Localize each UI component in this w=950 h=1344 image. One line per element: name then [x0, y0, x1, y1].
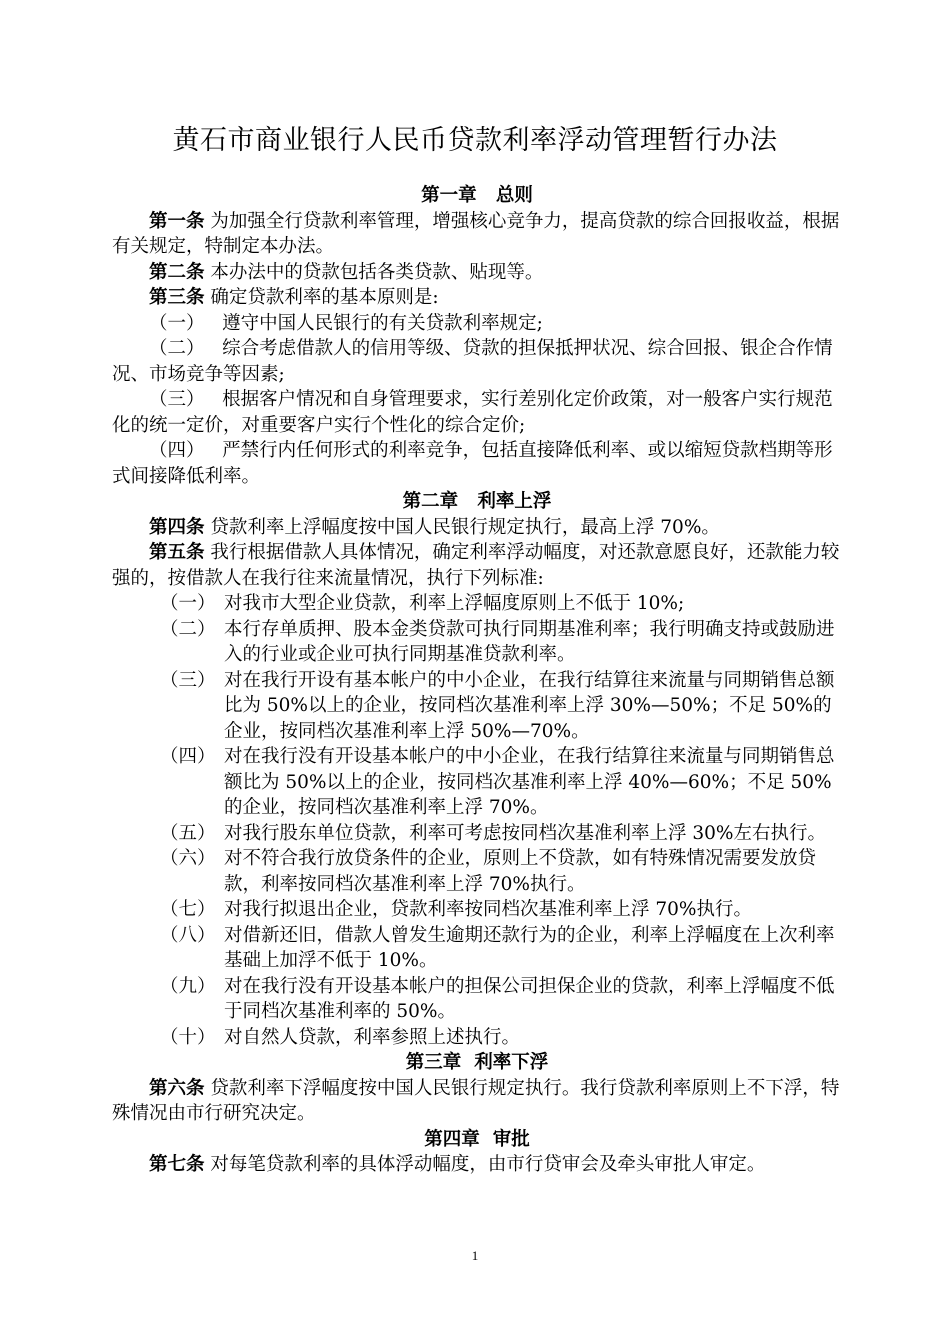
article-label: 第六条: [149, 1077, 205, 1099]
article-paragraph: [112, 1076, 842, 1127]
standard-item: [112, 1025, 842, 1051]
article-text: 我行根据借款人具体情况，确定利率浮动幅度，对还款意愿良好，还款能力较强的，按借款人在我行往来流量情况，执行下列标准:: [112, 542, 840, 589]
item-text: 综合考虑借款人的信用等级、贷款的担保抵押状况、综合回报、银企合作情况、市场竞争等因素;: [112, 338, 833, 385]
principle-item: [112, 336, 842, 387]
item-marker: （一）: [160, 593, 216, 614]
article-text: 确定贷款利率的基本原则是:: [210, 287, 439, 308]
article-text: 贷款利率下浮幅度按中国人民银行规定执行。我行贷款利率原则上不下浮，特殊情况由市行研究决定。: [112, 1077, 840, 1124]
article-text: 为加强全行贷款利率管理，增强核心竞争力，提高贷款的综合回报收益，根据有关规定，特制定本办法。: [112, 210, 840, 257]
item-marker: （十）: [160, 1026, 216, 1048]
article-paragraph: [112, 285, 842, 311]
standard-item: [112, 897, 842, 923]
chapter-label: 第一章: [421, 185, 477, 206]
item-text: 对自然人贷款，利率参照上述执行。: [224, 1026, 521, 1048]
standard-item: [112, 617, 842, 668]
item-marker: （四）: [149, 440, 205, 461]
standard-item: [112, 923, 842, 974]
document-body: [112, 183, 842, 1178]
chapter-title: 总则: [495, 185, 533, 206]
principle-item: [112, 387, 842, 438]
article-label: 第七条: [149, 1154, 205, 1175]
standard-item: [112, 821, 842, 847]
standard-item: [112, 591, 842, 617]
item-marker: （七）: [160, 899, 216, 920]
item-text: 对在我行没有开设基本帐户的中小企业，在我行结算往来流量与同期销售总额比为 50%以上的企业，按同档次基准利率上浮 40%—60%；不足 50%的企业，按同档次基准利率上浮 70%。: [224, 746, 835, 818]
document-title: 黄石市商业银行人民币贷款利率浮动管理暂行办法: [172, 125, 778, 156]
article-paragraph: [112, 540, 842, 591]
item-marker: （三）: [149, 389, 205, 410]
chapter-title: 利率上浮: [477, 491, 552, 512]
item-marker: （四）: [160, 746, 216, 767]
article-text: 本办法中的贷款包括各类贷款、贴现等。: [210, 261, 544, 283]
item-text: 严禁行内任何形式的利率竞争，包括直接降低利率、或以缩短贷款档期等形式间接降低利率。: [112, 440, 833, 487]
principle-item: [112, 311, 842, 337]
article-label: 第三条: [149, 287, 205, 308]
item-text: 根据客户情况和自身管理要求，实行差别化定价政策，对一般客户实行规范化的统一定价，对重要客户实行个性化的综合定价;: [112, 389, 833, 436]
item-marker: （一）: [149, 312, 205, 334]
item-text: 遵守中国人民银行的有关贷款利率规定;: [222, 312, 543, 334]
item-marker: （二）: [149, 338, 205, 359]
chapter-label: 第二章: [402, 491, 459, 512]
item-text: 对在我行没有开设基本帐户的担保公司担保企业的贷款，利率上浮幅度不低于同档次基准利率的 50%。: [224, 975, 835, 1022]
article-label: 第二条: [149, 261, 205, 283]
standard-item: [112, 846, 842, 897]
item-text: 本行存单质押、股本金类贷款可执行同期基准利率；我行明确支持或鼓励进入的行业或企业可执行同期基准贷款利率。: [224, 618, 835, 665]
principle-item: [112, 438, 842, 489]
article-paragraph: [112, 1152, 842, 1178]
chapter-heading: [112, 1050, 842, 1076]
item-text: 对不符合我行放贷条件的企业，原则上不贷款，如有特殊情况需要发放贷款，利率按同档次基准利率上浮 70%执行。: [224, 848, 817, 895]
article-label: 第五条: [149, 542, 205, 563]
item-marker: （二）: [160, 618, 216, 640]
article-paragraph: [112, 209, 842, 260]
article-paragraph: [112, 515, 842, 541]
article-text: 贷款利率上浮幅度按中国人民银行规定执行，最高上浮 70%。: [210, 516, 720, 538]
chapter-label: 第四章: [424, 1128, 480, 1150]
chapter-title: 利率下浮: [474, 1052, 549, 1073]
item-marker: （九）: [160, 975, 216, 997]
item-marker: （六）: [160, 848, 216, 869]
item-marker: （三）: [160, 669, 216, 691]
item-text: 对我行拟退出企业，贷款利率按同档次基准利率上浮 70%执行。: [224, 899, 753, 920]
article-paragraph: [112, 260, 842, 286]
chapter-heading: [112, 183, 842, 209]
article-label: 第一条: [149, 210, 205, 232]
item-text: 对我市大型企业贷款，利率上浮幅度原则上不低于 10%;: [224, 593, 685, 614]
item-text: 对在我行开设有基本帐户的中小企业，在我行结算往来流量与同期销售总额比为 50%以上的企业，按同档次基准利率上浮 30%—50%；不足 50%的企业，按同档次基准利率上浮 50%—70%。: [224, 669, 835, 742]
standard-item: [112, 744, 842, 821]
chapter-heading: [112, 1127, 842, 1153]
article-text: 对每笔贷款利率的具体浮动幅度，由市行贷审会及牵头审批人审定。: [210, 1154, 766, 1175]
item-marker: （五）: [160, 822, 216, 844]
item-text: 对我行股东单位贷款，利率可考虑按同档次基准利率上浮 30%左右执行。: [224, 822, 827, 844]
standard-item: [112, 974, 842, 1025]
article-label: 第四条: [149, 516, 205, 538]
item-text: 对借新还旧，借款人曾发生逾期还款行为的企业，利率上浮幅度在上次利率基础上加浮不低于 10%。: [224, 924, 835, 971]
chapter-heading: [112, 489, 842, 515]
standard-item: [112, 668, 842, 745]
chapter-title: 审批: [492, 1128, 530, 1150]
item-marker: （八）: [160, 924, 216, 946]
page-number: 1: [471, 1248, 479, 1263]
chapter-label: 第三章: [405, 1052, 462, 1073]
